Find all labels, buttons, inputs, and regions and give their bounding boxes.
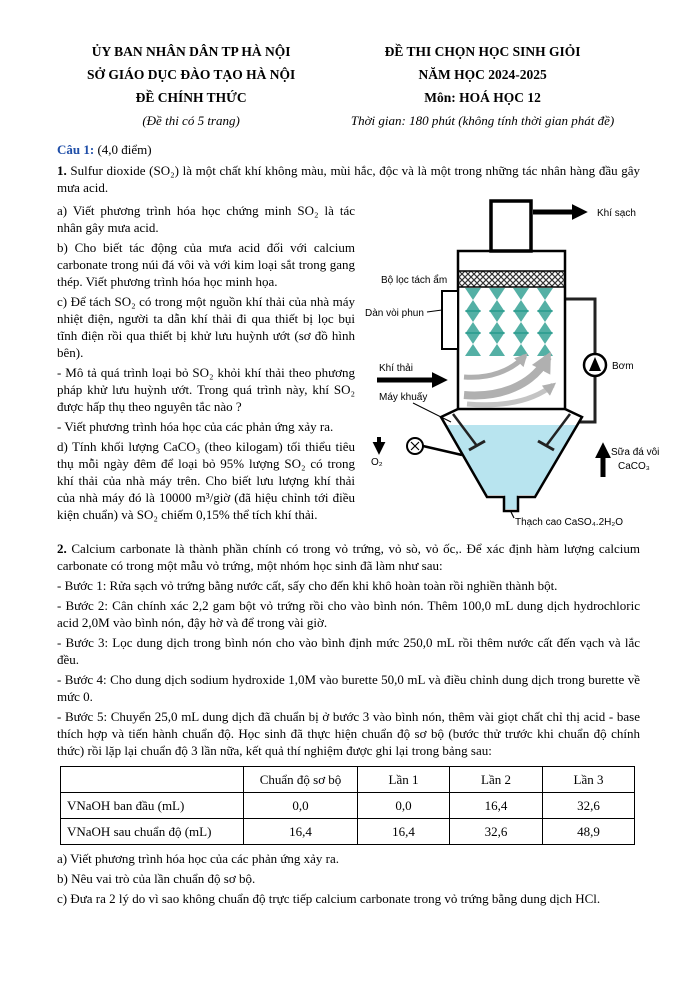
- table-header-cell: Lần 3: [543, 767, 635, 793]
- q1-title: [57, 142, 640, 158]
- org-line-1: ỦY BAN NHÂN DÂN TP HÀ NỘI: [91, 44, 291, 59]
- table-corner-cell: [61, 767, 244, 793]
- table-header-cell: Lần 1: [358, 767, 450, 793]
- org-line-4: (Đề thi có 5 trang): [142, 113, 240, 128]
- table-cell: 48,9: [543, 819, 635, 845]
- outlet-duct: [491, 201, 531, 251]
- q2-step-2: - Bước 2: Cân chính xác 2,2 gam bột vỏ trứng rồi cho vào bình nón. Thêm 100,0 mL dung dịch hydrochloric acid 2,0M vào bình nón, đậy hờ và để trong vài giờ.: [57, 598, 640, 631]
- q1-intro-text: Sulfur dioxide (SO₂) là một chất khí không màu, mùi hắc, độc và là một trong những tác nhân hàng đầu gây mưa acid.: [57, 163, 640, 196]
- scrubber-diagram: [363, 199, 660, 537]
- scrubber-diagram-figure: [363, 199, 660, 537]
- q1-points: (4,0 điểm): [97, 142, 152, 157]
- slurry-drain-liquid: [504, 495, 518, 509]
- table-cell: 16,4: [358, 819, 450, 845]
- exam-line-1: ĐỀ THI CHỌN HỌC SINH GIỎI: [384, 44, 581, 59]
- q2-intro-text: Calcium carbonate là thành phần chính có trong vỏ trứng, vỏ sò, vỏ ốc,. Để xác định hàm lượng calcium carbonate có trong một mẫu vỏ trứng, một nhóm học sinh đã làm như sau:: [57, 541, 640, 574]
- spray-bank-pointer: [427, 310, 442, 312]
- table-header-cell: Lần 2: [450, 767, 543, 793]
- table-cell: 16,4: [244, 819, 358, 845]
- q2-step-3: - Bước 3: Lọc dung dịch trong bình nón cho vào bình định mức 250,0 mL rồi thêm nước cất đến vạch và lắc đều.: [57, 635, 640, 668]
- titration-table: [60, 766, 635, 845]
- table-row-label: VNaOH sau chuẩn độ (mL): [61, 819, 244, 845]
- q1-label: Câu 1:: [57, 142, 95, 157]
- q1-part-d: d) Tính khối lượng CaCO₃ (theo kilogam) tối thiểu tiêu thụ mỗi ngày đêm để loại bỏ 95% lượng SO₂ có trong khí thải của nhà máy trên. Cho biết lưu lượng khí thải của nhà máy đó là 10000 m³/giờ (đã hiệu chỉnh tới điều kiện chuẩn) và SO₂ chiếm 0,15% thể tích khí thải.: [57, 439, 355, 523]
- table-header-cell: Chuẩn độ sơ bộ: [244, 767, 358, 793]
- q1-part-c-bullet-2: - Viết phương trình hóa học của các phản ứng xảy ra.: [57, 419, 334, 435]
- q1-part-a: a) Viết phương trình hóa học chứng minh SO₂ là tác nhân gây mưa acid.: [57, 203, 355, 236]
- demister-band: [458, 271, 565, 287]
- q2-number: 2.: [57, 541, 67, 557]
- gypsum-label: Thạch cao CaSO₄.2H₂O: [515, 517, 624, 529]
- q2-question-a: a) Viết phương trình hóa học của các phản ứng xảy ra.: [57, 851, 340, 867]
- table-cell: 32,6: [450, 819, 543, 845]
- org-line-2: SỞ GIÁO DỤC ĐÀO TẠO HÀ NỘI: [86, 67, 296, 82]
- clean-gas-label: Khí sạch: [597, 208, 636, 220]
- stirrer-label: Máy khuấy: [379, 392, 428, 404]
- q1-text-column: [57, 199, 355, 537]
- table-row: [61, 819, 635, 845]
- stirrer-pointer: [413, 403, 451, 422]
- spray-bank-label: Dàn vòi phun: [365, 308, 424, 320]
- table-cell: 32,6: [543, 793, 635, 819]
- q1-two-column-zone: [57, 199, 660, 537]
- q1-part-c: c) Để tách SO₂ có trong một nguồn khí thải của nhà máy nhiệt điện, người ta dẫn khí thải đi qua thiết bị lọc bụi tĩnh điện rồi qua thiết bị khử lưu huỳnh ướt (sơ đồ hình bên).: [57, 294, 355, 361]
- q1-part-b: b) Cho biết tác động của mưa acid đối với calcium carbonate trong núi đá vôi và với kim loại sắt trong gang thép. Viết phương trình hóa học minh họa.: [57, 240, 355, 290]
- header-org-block: [57, 44, 325, 128]
- gypsum-pointer: [511, 512, 514, 518]
- exam-line-3: Môn: HOÁ HỌC 12: [424, 90, 541, 105]
- q1-number: 1.: [57, 163, 67, 178]
- q2-intro: [57, 540, 640, 574]
- org-line-3: ĐỀ CHÍNH THỨC: [135, 90, 247, 105]
- table-cell: 16,4: [450, 793, 543, 819]
- lime-milk-label-1: Sữa đá vôi: [611, 447, 660, 459]
- table-cell: 0,0: [244, 793, 358, 819]
- mist-filter-label: Bộ lọc tách ẩm: [381, 275, 448, 287]
- oxygen-label: O₂: [371, 457, 383, 469]
- q2-step-4: - Bước 4: Cho dung dịch sodium hydroxide 1,0M vào burette 50,0 mL và điều chỉnh dung dịch trong burette về mức 0.: [57, 672, 640, 705]
- exam-header: [57, 44, 640, 128]
- q2-step-1: - Bước 1: Rửa sạch vỏ trứng bằng nước cất, sấy cho đến khi khô hoàn toàn rồi nghiền thành bột.: [57, 578, 558, 594]
- q2-question-b: b) Nêu vai trò của lần chuẩn độ sơ bộ.: [57, 871, 256, 887]
- lime-milk-label-2: CaCO₃: [618, 461, 650, 473]
- q2-question-c: c) Đưa ra 2 lý do vì sao không chuẩn độ trực tiếp calcium carbonate trong vỏ trứng bằng dung dịch HCl.: [57, 891, 601, 907]
- oxygen-pipe: [423, 446, 462, 455]
- table-cell: 0,0: [358, 793, 450, 819]
- header-exam-block: [325, 44, 640, 128]
- q2-step-5: - Bước 5: Chuyển 25,0 mL dung dịch đã chuẩn bị ở bước 3 vào bình nón, thêm vài giọt chất chỉ thị acid - base thích hợp và tiến hành chuẩn độ. Học sinh đã thực hiện chuẩn độ sơ bộ (bước thử trước khi chuẩn độ chính thức) rồi lặp lại chuẩn độ 3 lần nữa, kết quả thí nghiệm được ghi lại trong bảng sau:: [57, 709, 640, 759]
- exam-line-4: Thời gian: 180 phút (không tính thời gian phát đề): [350, 113, 615, 128]
- flue-gas-label: Khí thải: [379, 363, 413, 375]
- exam-line-2: NĂM HỌC 2024-2025: [418, 67, 547, 82]
- q1-intro: [57, 162, 640, 196]
- table-row: [61, 793, 635, 819]
- q1-part-c-bullet-1: - Mô tả quá trình loại bỏ SO₂ khỏi khí thải theo phương pháp khử lưu huỳnh ướt. Trong quá trình này, khí SO₂ được hấp thụ theo nguyên tắc nào ?: [57, 365, 355, 415]
- pump-label: Bơm: [612, 361, 634, 373]
- table-header-row: [61, 767, 635, 793]
- spray-manifold: [442, 291, 458, 349]
- table-row-label: VNaOH ban đầu (mL): [61, 793, 244, 819]
